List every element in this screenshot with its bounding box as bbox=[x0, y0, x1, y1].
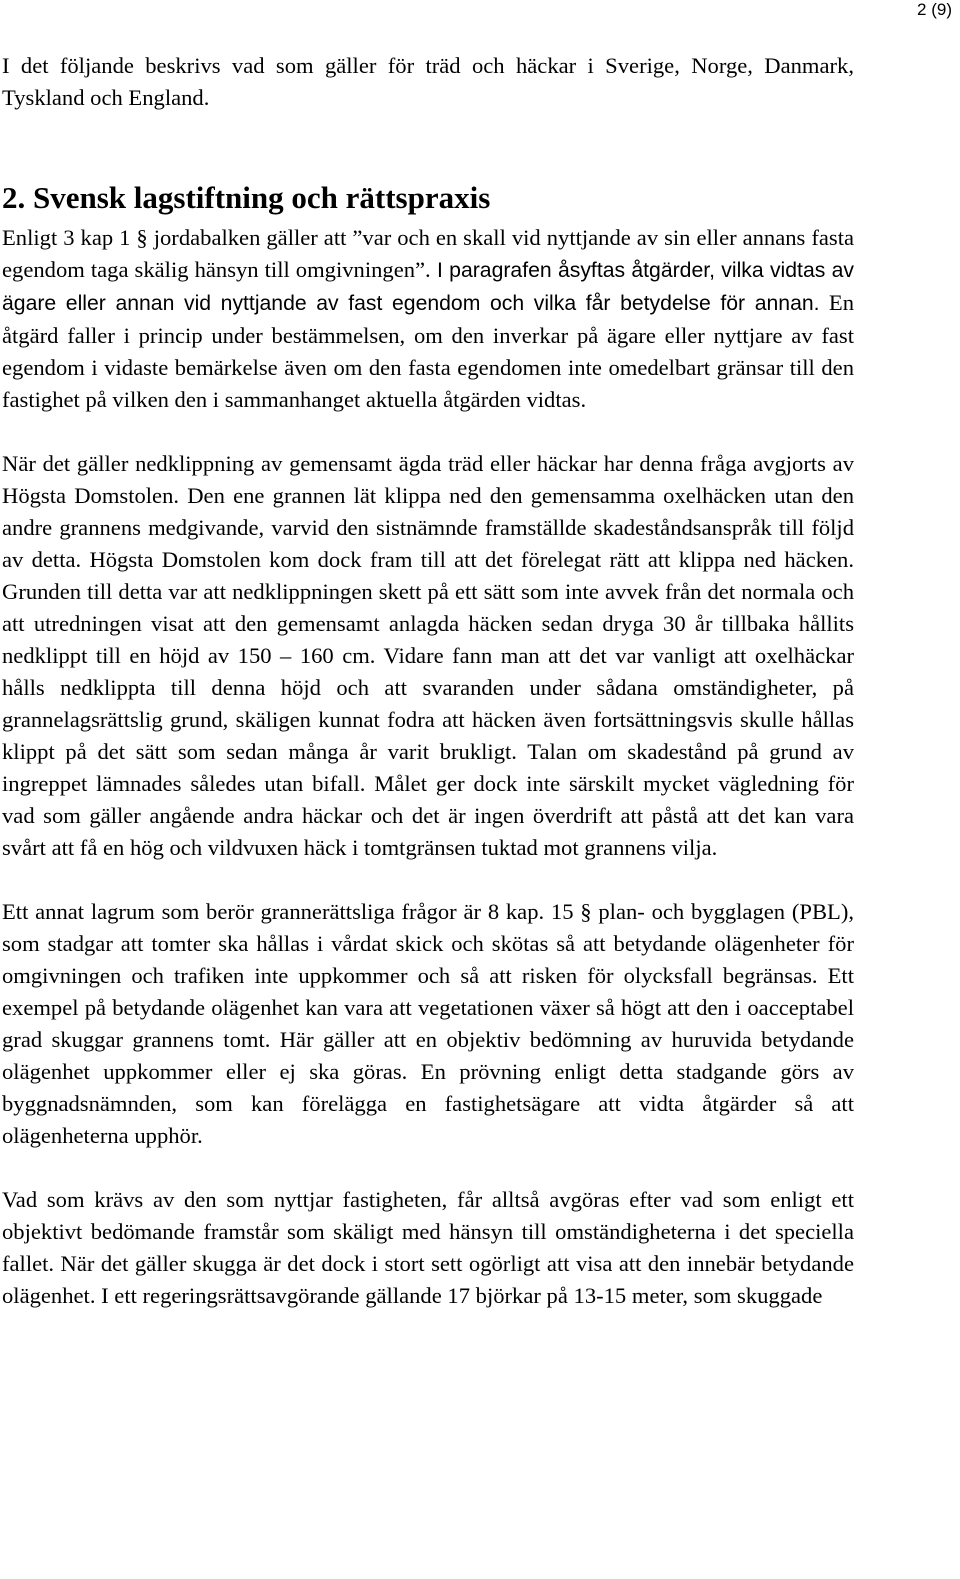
paragraph-pbl: Ett annat lagrum som berör grannerättsliga frågor är 8 kap. 15 § plan- och bygglagen (PBL), som stadgar att tomter ska hållas i vårdat skick och skötas så att betydande olägenheter för omgivningen och trafiken inte uppkommer och så att risken för olycksfall begränsas. Ett exempel på betydande olägenhet kan vara att vegetationen växer så högt att den i oacceptabel grad skuggar grannens tomt. Här gäller att en objektiv bedömning av huruvida betydande olägenhet uppkommer eller ej ska göras. En prövning enligt detta stadgande görs av byggnadsnämnden, som kan förelägga en fastighetsägare att vidta åtgärder så att olägenheterna upphör. bbox=[2, 899, 854, 1148]
section-heading: 2. Svensk lagstiftning och rättspraxis bbox=[2, 180, 491, 215]
paragraph-skalighet: Vad som krävs av den som nyttjar fastigheten, får alltså avgöras efter vad som enligt ett objektivt bedömande framstår som skäligt med hänsyn till omständigheterna i det speciella fallet. När det gäller skugga är det dock i stort sett ogörligt att visa att den innebär betydande olägenhet. I ett regeringsrättsavgörande gällande 17 björkar på 13-15 meter, som skuggade bbox=[2, 1187, 854, 1308]
intro-paragraph: I det följande beskrivs vad som gäller för träd och häckar i Sverige, Norge, Danmark, Tyskland och England. bbox=[2, 53, 854, 110]
page-number: 2 (9) bbox=[917, 0, 952, 19]
jordabalken-sans-text: I paragrafen åsyftas åtgärder, vilka vidtas av ägare eller annan vid nyttjande av fast egendom och vilka får betydelse för annan. bbox=[2, 259, 854, 315]
document-body bbox=[2, 50, 854, 1344]
jordabalken-quote-text: Enligt 3 kap 1 § jordabalken gäller att ”var och en skall vid nyttjande av sin eller annans fasta egendom taga skälig hänsyn till omgivningen”. bbox=[2, 225, 854, 282]
paragraph-hogsta-domstolen: När det gäller nedklippning av gemensamt ägda träd eller häckar har denna fråga avgjorts av Högsta Domstolen. Den ene grannen lät klippa ned den gemensamma oxelhäcken utan den andre grannens medgivande, varvid den sistnämnde framställde skadeståndsanspråk till följd av detta. Högsta Domstolen kom dock fram till att det förelegat rätt att klippa ned häcken. Grunden till detta var att nedklippningen skett på ett sätt som inte avvek från det normala och att utredningen visat att den gemensamt anlagda häcken sedan dryga 30 år tillbaka hållits nedklippt till en höjd av 150 – 160 cm. Vidare fann man att det var vanligt att oxelhäckar hålls nedklippta till denna höjd och att svaranden under sådana omständigheter, på grannelagsrättslig grund, skäligen kunnat fodra att häcken även fortsättningsvis skulle hållas klippt på det sätt som sedan många år varit brukligt. Talan om skadestånd på grund av ingreppet lämnades således utan bifall. Målet ger dock inte särskilt mycket vägledning för vad som gäller angående andra häckar och det är ingen överdrift att påstå att det kan vara svårt att få en hög och vildvuxen häck i tomtgränsen tuktad mot grannens vilja. bbox=[2, 451, 854, 860]
paragraph-jordabalken bbox=[2, 222, 854, 416]
jordabalken-tail-text: En åtgärd faller i princip under bestämmelsen, om den inverkar på ägare eller nyttjare av fast egendom i vidaste bemärkelse även om den fasta egendomen inte omedelbart gränsar till den fastighet på vilken den i sammanhanget aktuella åtgärden vidtas. bbox=[2, 290, 855, 412]
